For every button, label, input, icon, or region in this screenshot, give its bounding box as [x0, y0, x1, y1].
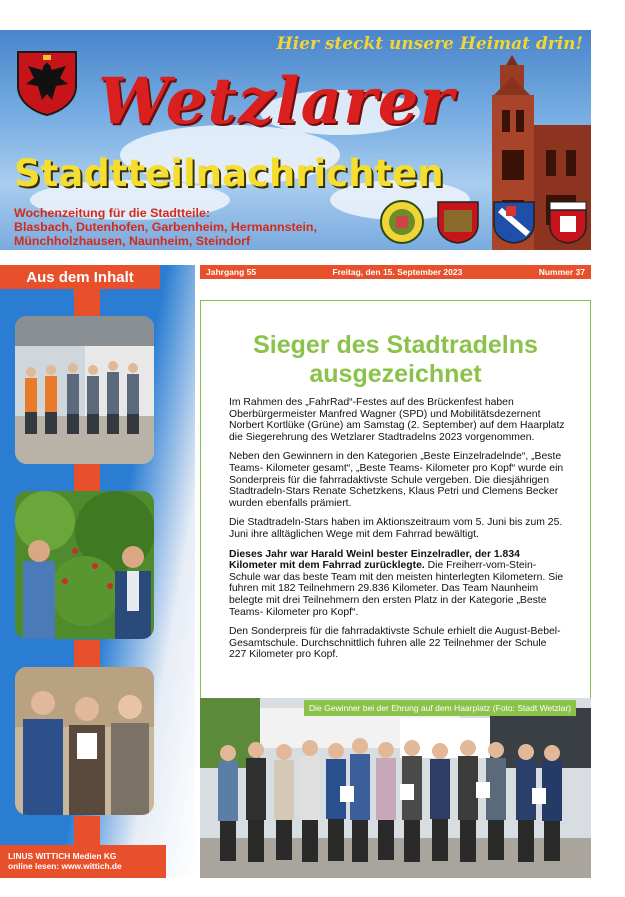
article-paragraph: Die Stadtradeln-Stars haben im Aktionszeitraum vom 5. Juni bis zum 25. Juni ihre alltäglichen Wege mit dem Fahrrad bewältigt. — [229, 517, 563, 540]
district-shield-icon — [492, 200, 536, 244]
sidebar-connector — [74, 816, 100, 846]
slogan: Hier steckt unsere Heimat drin! — [276, 34, 583, 54]
district-shield-icon — [436, 200, 480, 244]
headline-line-1: Sieger des Stadtradelns — [253, 331, 538, 359]
article-headline — [201, 331, 590, 389]
issue-date: Freitag, den 15. September 2023 — [332, 267, 463, 277]
sidebar-heading: Aus dem Inhalt — [0, 265, 160, 289]
article-highlight: Dieses Jahr war Harald Weinl bester Einzelradler, der 1.834 Kilometer mit dem Fahrrad zurücklegte. — [229, 548, 520, 572]
district-list-line-1: Blasbach, Dutenhofen, Garbenheim, Hermannstein, — [14, 220, 317, 234]
issue-info-bar — [200, 265, 591, 279]
sidebar-connector — [74, 640, 100, 668]
masthead-title: Wetzlarer — [98, 64, 455, 139]
article-paragraph-rest: Die Freiherr-vom-Stein-Schule war das beste Team mit den meisten hinterlegten Kilometern. Sie fuhren mit 182 Teilnehmern 29.836 Kilometer. Das Team Naunheim belegte mit drei Teilnehmern den ersten Platz in der Kategorie „Beste Teams- Kilometer pro Kopf“. — [229, 560, 564, 618]
weekly-label: Wochenzeitung für die Stadtteile: — [14, 206, 210, 220]
article-paragraph — [229, 549, 565, 619]
masthead — [0, 30, 591, 250]
headline-line-2: ausgezeichnet — [309, 360, 482, 388]
sidebar-connector — [74, 464, 100, 492]
district-list-line-2: Münchholzhausen, Naunheim, Steindorf — [14, 234, 251, 248]
coat-of-arms-icon — [16, 50, 78, 116]
sidebar-photo-award[interactable] — [15, 667, 154, 815]
masthead-subtitle: Stadtteilnachrichten — [14, 152, 444, 195]
issue-number: Nummer 37 — [538, 267, 585, 277]
sidebar-connector — [74, 289, 100, 317]
district-badge-icon — [380, 200, 424, 244]
article-paragraph: Neben den Gewinnern in den Kategorien „Beste Einzelradelnde“, „Beste Teams- Kilometer gesamt“, „Beste Teams- Kilometer pro Kopf“ wurde ein Sonderpreis für die fahrradaktivste Schule vergeben. Die diesjährigen Stadtradeln-Stars Renate Schetzkens, Klaus Petri und Clemens Becker wurden ebenfalls prämiert. — [229, 451, 564, 509]
publisher-name: LINUS WITTICH Medien KG — [8, 851, 117, 861]
article-paragraph: Den Sonderpreis für die fahrradaktivste Schule erhielt die August-Bebel-Gesamtschule. Durchschnittlich fuhren alle 22 Teilnehmer der Schule 227 Kilometer pro Kopf. — [229, 626, 561, 661]
photo-caption: Die Gewinner bei der Ehrung auf dem Haarplatz (Foto: Stadt Wetzlar) — [304, 700, 576, 716]
article-paragraph: Im Rahmen des „FahrRad“-Festes auf des Brückenfest haben Oberbürgermeister Manfred Wagner (SPD) und Mobilitätsdezernent Norbert Kortlüke (Grüne) am Samstag (2. September) auf dem Haarplatz die Siegerehrung des Wetzlarer Stadtradelns 2023 vorgenommen. — [229, 397, 565, 443]
article-body — [229, 397, 565, 669]
district-shield-icon — [546, 200, 590, 244]
sidebar-photo-cyclists[interactable] — [15, 316, 154, 464]
volume-label: Jahrgang 55 — [206, 267, 257, 277]
article-photo-winners[interactable] — [200, 698, 591, 878]
publisher-box — [0, 845, 166, 878]
weekly-district-list — [14, 206, 317, 248]
sidebar-photo-orchard[interactable] — [15, 491, 154, 639]
publisher-website[interactable]: online lesen: www.wittich.de — [8, 861, 122, 871]
